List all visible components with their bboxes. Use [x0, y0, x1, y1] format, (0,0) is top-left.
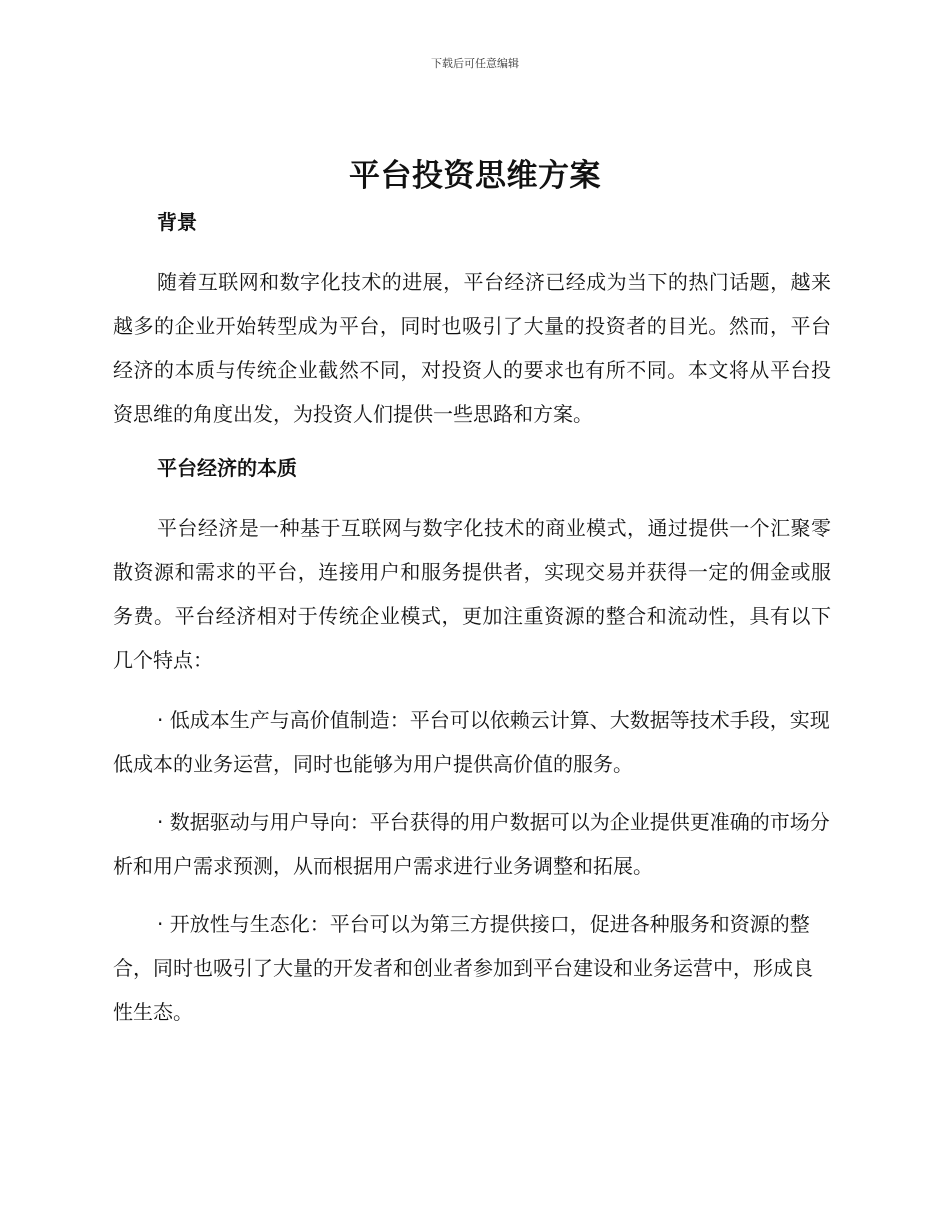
bullet-item-data-driven: · 数据驱动与用户导向：平台获得的用户数据可以为企业提供更准确的市场分析和用户需求预测，从而根据用户需求进行业务调整和拓展。	[113, 810, 830, 878]
bullet-item-low-cost: · 低成本生产与高价值制造：平台可以依赖云计算、大数据等技术手段，实现低成本的业务运营，同时也能够为用户提供高价值的服务。	[113, 708, 830, 776]
paragraph-background: 随着互联网和数字化技术的进展，平台经济已经成为当下的热门话题，越来越多的企业开始转型成为平台，同时也吸引了大量的投资者的目光。然而，平台经济的本质与传统企业截然不同，对投资人的要求也有所不同。本文将从平台投资思维的角度出发，为投资人们提供一些思路和方案。	[113, 270, 831, 426]
section-heading-platform-essence: 平台经济的本质	[157, 456, 297, 480]
paragraph-platform-essence: 平台经济是一种基于互联网与数字化技术的商业模式，通过提供一个汇聚零散资源和需求的平台，连接用户和服务提供者，实现交易并获得一定的佣金或服务费。平台经济相对于传统企业模式，更加注重资源的整合和流动性，具有以下几个特点：	[113, 516, 831, 672]
header-note: 下载后可任意编辑	[431, 57, 519, 70]
document-title: 平台投资思维方案	[349, 158, 601, 194]
document-body	[113, 206, 831, 1048]
bullet-item-openness: · 开放性与生态化：平台可以为第三方提供接口，促进各种服务和资源的整合，同时也吸引了大量的开发者和创业者参加到平台建设和业务运营中，形成良性生态。	[113, 912, 813, 1024]
section-heading-background: 背景	[157, 210, 197, 234]
